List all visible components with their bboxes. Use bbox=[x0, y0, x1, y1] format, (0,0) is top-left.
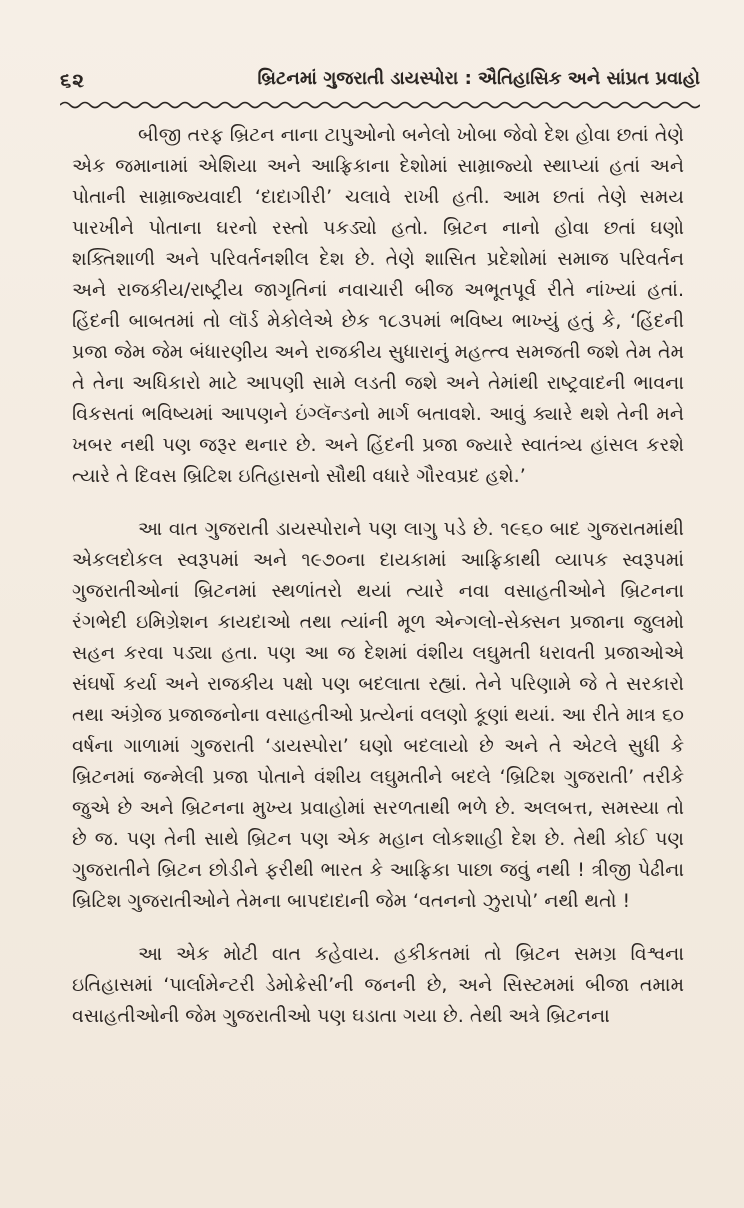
running-title: બ્રિટનમાં ગુજરાતી ડાયસ્પોરા : ઐતિહાસિક અને સાંપ્રત પ્રવાહો bbox=[257, 68, 700, 89]
page-header bbox=[60, 66, 700, 100]
wavy-rule bbox=[60, 100, 700, 110]
paragraph-3: આ એક મોટી વાત કહેવાય. હકીકતમાં તો બ્રિટન સમગ્ર વિશ્વના ઇતિહાસમાં ‘પાર્લામેન્ટરી ડેમોક્રેસી’ની જનની છે, અને સિસ્ટમમાં બીજા તમામ વસાહતીઓની જેમ ગુજરાતીઓ પણ ઘડાતા ગયા છે. તેથી અત્રે બ્રિટનના bbox=[72, 943, 684, 1027]
body-text bbox=[72, 120, 684, 1032]
page-number: ૬૨ bbox=[60, 68, 85, 92]
paragraph-1: બીજી તરફ બ્રિટન નાના ટાપુઓનો બનેલો ખોબા જેવો દેશ હોવા છતાં તેણે એક જમાનામાં એશિયા અને આફ્રિકાના દેશોમાં સામ્રાજ્યો સ્થાપ્યાં હતાં અને પોતાની સામ્રાજ્યવાદી ‘દાદાગીરી’ ચલાવે રાખી હતી. આમ છતાં તેણે સમય પારખીને પોતાના ઘરનો રસ્તો પકડ્યો હતો. બ્રિટન નાનો હોવા છતાં ઘણો શક્તિશાળી અને પરિવર્તનશીલ દેશ છે. તેણે શાસિત પ્રદેશોમાં સમાજ પરિવર્તન અને રાજકીય/રાષ્ટ્રીય જાગૃતિનાં નવાચારી બીજ અભૂતપૂર્વ રીતે નાંખ્યાં હતાં. હિંદની બાબતમાં તો લૉર્ડ મેકોલેએ છેક ૧૮૩૫માં ભવિષ્ય ભાખ્યું હતું કે, ‘હિંદની પ્રજા જેમ જેમ બંધારણીય અને રાજકીય સુધારાનું મહત્ત્વ સમજતી જશે તેમ તેમ તે તેના અધિકારો માટે આપણી સામે લડતી જશે અને તેમાંથી રાષ્ટ્રવાદની ભાવના વિકસતાં ભવિષ્યમાં આપણને ઇંગ્લૅન્ડનો માર્ગ બતાવશે. આવું ક્યારે થશે તેની મને ખબર નથી પણ જરૂર થનાર છે. અને હિંદની પ્રજા જ્યારે સ્વાતંત્ર્ય હાંસલ કરશે ત્યારે તે દિવસ બ્રિટિશ ઇતિહાસનો સૌથી વધારે ગૌરવપ્રદ હશે.’ bbox=[72, 124, 684, 487]
paragraph-2: આ વાત ગુજરાતી ડાયસ્પોરાને પણ લાગુ પડે છે. ૧૯૬૦ બાદ ગુજરાતમાંથી એકલદોકલ સ્વરૂપમાં અને ૧૯૭૦ના દાયકામાં આફ્રિકાથી વ્યાપક સ્વરૂપમાં ગુજરાતીઓનાં બ્રિટનમાં સ્થળાંતરો થયાં ત્યારે નવા વસાહતીઓને બ્રિટનના રંગભેદી ઇમિગ્રેશન કાયદાઓ તથા ત્યાંની મૂળ એન્ગલો-સેક્સન પ્રજાના જુલમો સહન કરવા પડ્યા હતા. પણ આ જ દેશમાં વંશીય લઘુમતી ધરાવતી પ્રજાઓએ સંઘર્ષો કર્યા અને રાજકીય પક્ષો પણ બદલાતા રહ્યાં. તેને પરિણામે જે તે સરકારો તથા અંગ્રેજ પ્રજાજનોના વસાહતીઓ પ્રત્યેનાં વલણો કૂણાં થયાં. આ રીતે માત્ર ૬૦ વર્ષના ગાળામાં ગુજરાતી ‘ડાયસ્પોરા’ ઘણો બદલાયો છે અને તે એટલે સુધી કે બ્રિટનમાં જન્મેલી પ્રજા પોતાને વંશીય લઘુમતીને બદલે ‘બ્રિટિશ ગુજરાતી’ તરીકે જુએ છે અને બ્રિટનના મુખ્ય પ્રવાહોમાં સરળતાથી ભળે છે. અલબત્ત, સમસ્યા તો છે જ. પણ તેની સાથે બ્રિટન પણ એક મહાન લોકશાહી દેશ છે. તેથી કોઈ પણ ગુજરાતીને બ્રિટન છોડીને ફરીથી ભારત કે આફ્રિકા પાછા જવું નથી ! ત્રીજી પેઢીના બ્રિટિશ ગુજરાતીઓને તેમના બાપદાદાની જેમ ‘વતનનો ઝુરાપો’ નથી થતો ! bbox=[72, 518, 684, 912]
